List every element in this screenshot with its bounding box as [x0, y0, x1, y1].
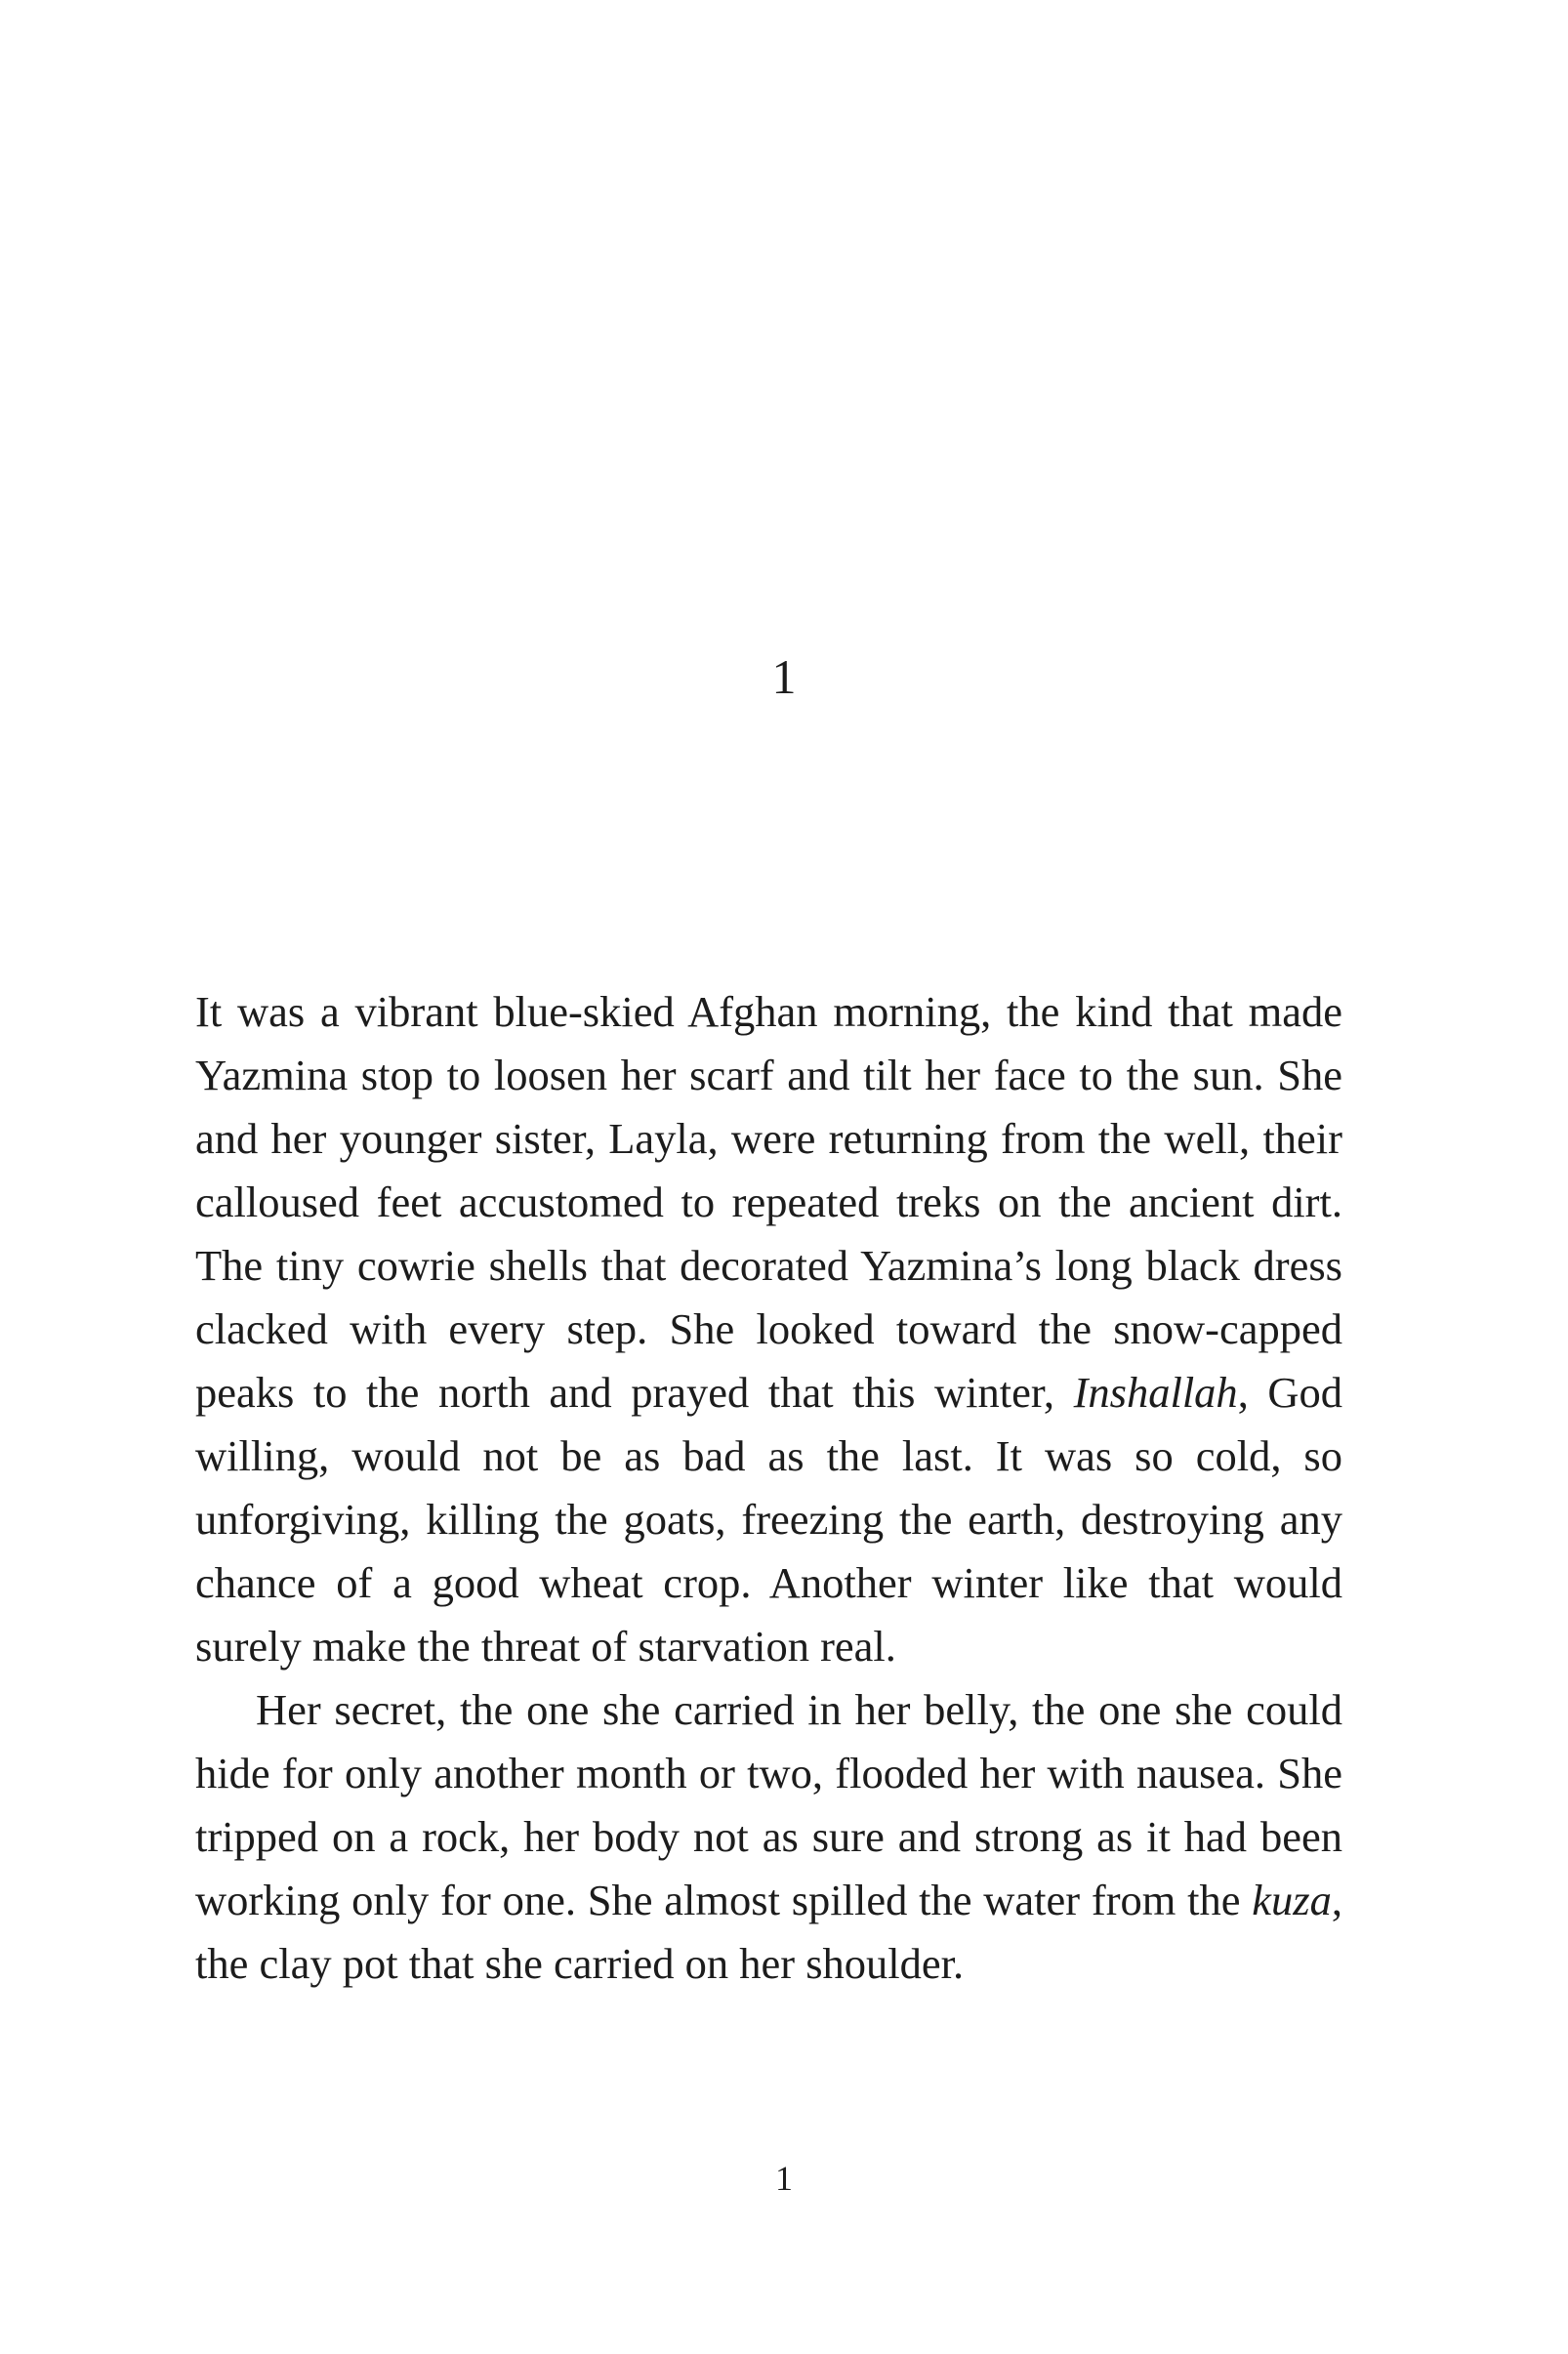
- chapter-number: 1: [771, 649, 797, 704]
- paragraph-2: [195, 1678, 1342, 1996]
- body-text: [195, 980, 1342, 1996]
- paragraph-2-text-a: Her secret, the one she carried in her belly, the one she could hide for only another month or two, flooded her with nausea. She tripped on a rock, her body not as sure and strong as it had been working only for one. She almost spilled the water from the: [195, 1685, 1342, 1924]
- paragraph-1: [195, 980, 1342, 1678]
- paragraph-1-text-b: , God willing, would not be as bad as the last. It was so cold, so unforgiving, killing the goats, freezing the earth, destroying any chance of a good wheat crop. Another winter like that would surely make the threat of starvation real.: [195, 1368, 1342, 1671]
- paragraph-2-italic-kuza: kuza: [1252, 1876, 1332, 1924]
- paragraph-1-text-a: It was a vibrant blue-skied Afghan morning, the kind that made Yazmina stop to loosen her scarf and tilt her face to the sun. She and her younger sister, Layla, were returning from the well, their calloused feet accustomed to repeated treks on the ancient dirt. The tiny cowrie shells that decorated Yazmina’s long black dress clacked with every step. She looked toward the snow-capped peaks to the north and prayed that this winter,: [195, 987, 1342, 1417]
- paragraph-2-text-b: , the clay pot that she carried on her shoulder.: [195, 1876, 1342, 1988]
- page-number: 1: [775, 2159, 793, 2198]
- paragraph-1-italic-inshallah: Inshallah: [1073, 1368, 1238, 1417]
